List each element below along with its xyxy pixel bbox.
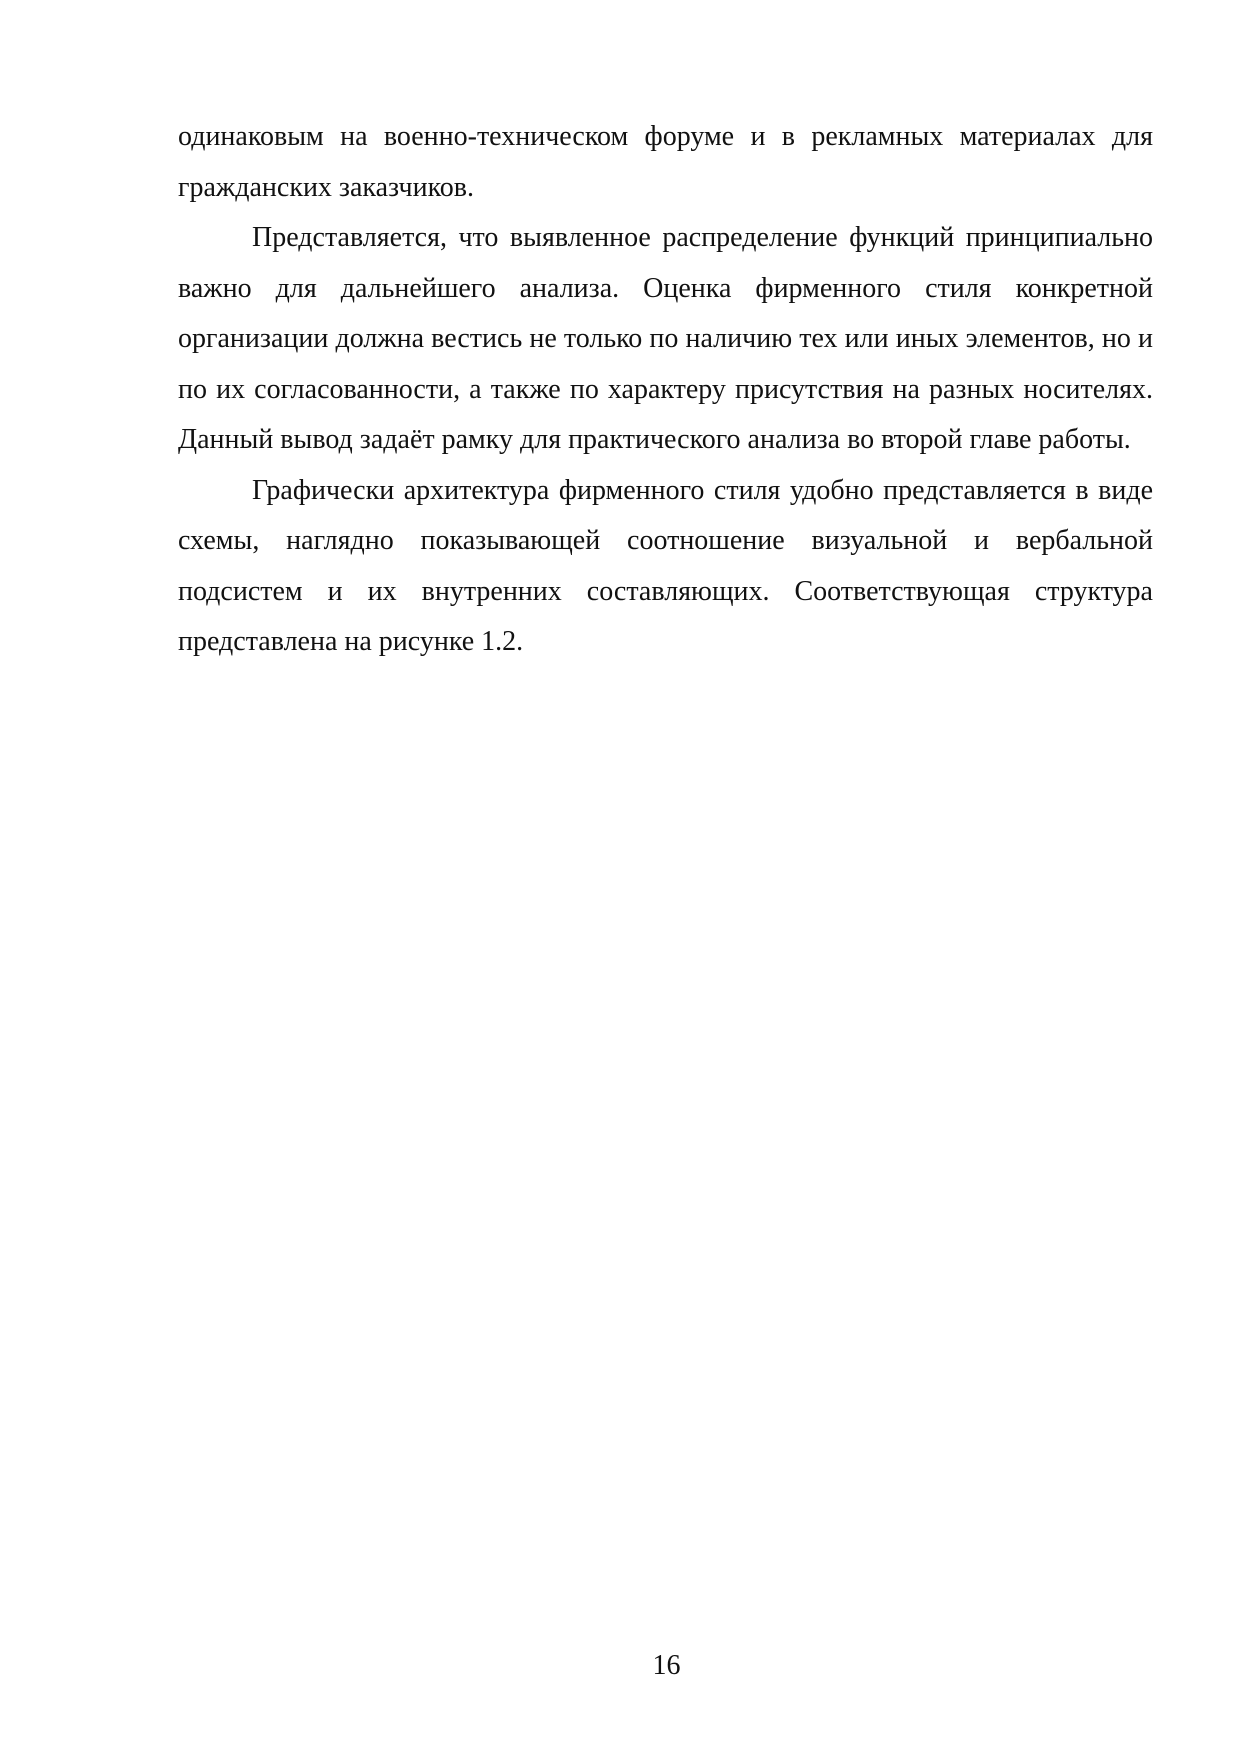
page-number: 16 — [652, 1650, 681, 1681]
paragraph-continuation: одинаковым на военно-техническом форуме и в рекламных материалах для гражданских заказчиков. — [178, 121, 1153, 203]
paragraph-function-distribution: Представляется, что выявленное распределение функций принципиально важно для дальнейшего анализа. Оценка фирменного стиля конкретной организации должна вестись не только по наличию тех или иных элементов, но и по их согласованности, а также по характеру присутствия на разных носителях. Данный вывод задаёт рамку для практического анализа во второй главе работы. — [178, 222, 1153, 455]
document-body — [178, 112, 1153, 668]
paragraph-figure-reference: Графически архитектура фирменного стиля удобно представляется в виде схемы, наглядно показывающей соотношение визуальной и вербальной подсистем и их внутренних составляющих. Соответствующая структура представлена на рисунке 1.2. — [178, 474, 1153, 657]
